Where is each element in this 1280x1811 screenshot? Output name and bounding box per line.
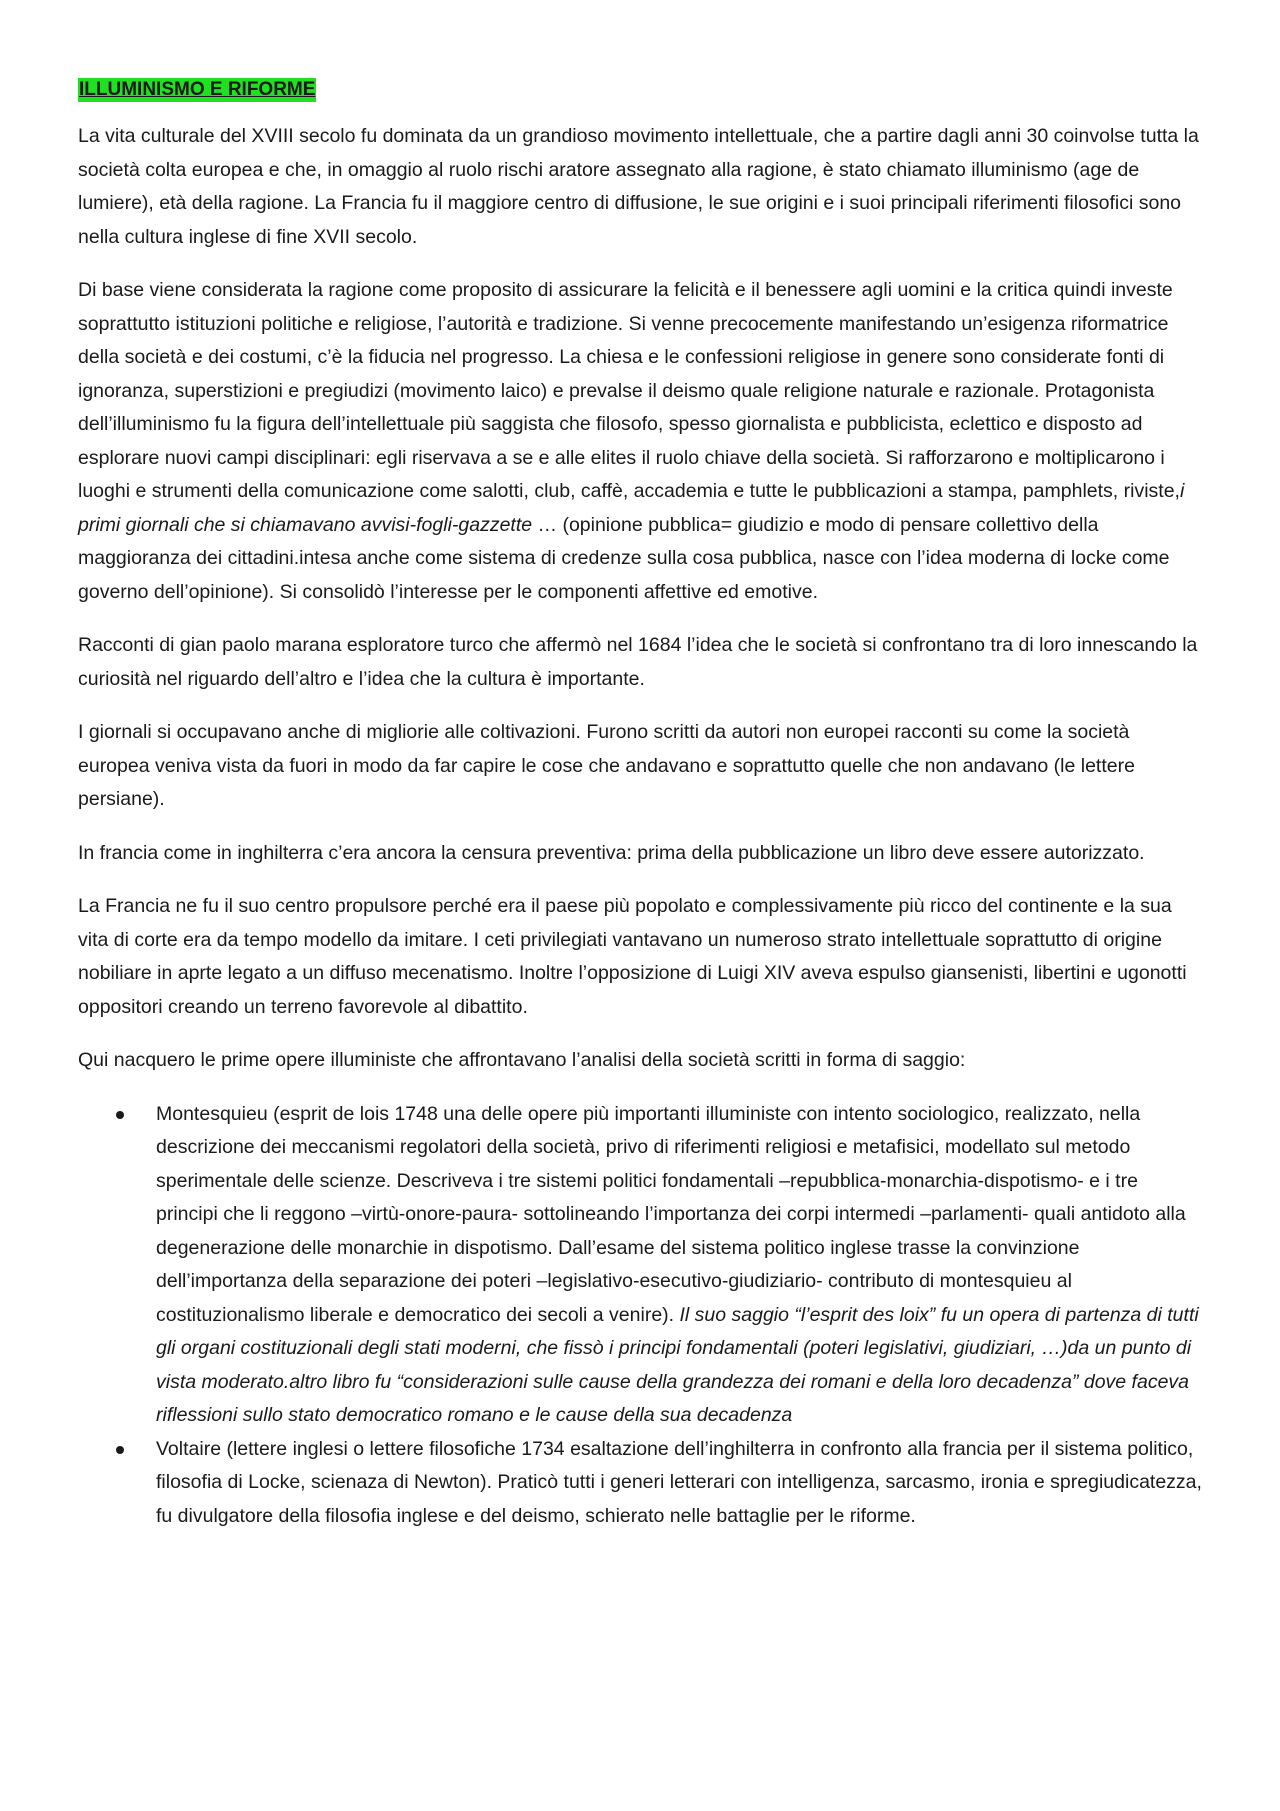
document-title: ILLUMINISMO E RIFORME [79,79,316,100]
bullet-item-text: Montesquieu (esprit de lois 1748 una delle opere più importanti illuministe con intento sociologico, realizzato, nella descrizione dei meccanismi regolatori della società, privo di riferimenti religiosi e metafisici, modellato sul metodo sperimentale delle scienze. Descriveva i tre sistemi politici fondamentali –repubblica-monarchia-dispotismo- e i tre principi che li reggono –virtù-onore-paura- sottolineando l’importanza dei corpi intermedi –parlamenti- quali antidoto alla degenerazione delle monarchie in dispotismo. Dall’esame del sistema politico inglese trasse la convinzione dell’importanza della separazione dei poteri –legislativo-esecutivo-giudiziario- contributo di montesquieu al costituzionalismo liberale e democratico dei secoli a venire). [156,1102,1186,1326]
paragraph-4: I giornali si occupavano anche di migliorie alle coltivazioni. Furono scritti da autori non europei racconti su come la società europea veniva vista da fuori in modo da far capire le cose che andavano e soprattutto quelle che non andavano (le lettere persiane). [78,721,1135,810]
paragraph-2-text-end: … (opinione pubblica= giudizio e modo di pensare collettivo della maggioranza dei cittadini.intesa anche come sistema di credenze sulla cosa pubblica, nasce con l’idea moderna di locke come governo dell’opinione). Si consolidò l’interesse per le componenti affettive ed emotive. [78,513,1170,603]
paragraph-5: In francia come in inghilterra c’era ancora la censura preventiva: prima della pubblicazione un libro deve essere autorizzato. [78,841,1145,864]
paragraph-2-italic: i primi giornali che si chiamavano avvisi-fogli-gazzette [78,480,1185,536]
paragraph-2 [78,274,1203,609]
paragraph-2-text: Di base viene considerata la ragione come proposito di assicurare la felicità e il benessere agli uomini e la critica quindi investe soprattutto istituzioni politiche e religiose, l’autorità e tradizione. Si venne precocemente manifestando un’esigenza riformatrice della società e dei costumi, c’è la fiducia nel progresso. La chiesa e le confessioni religiose in genere sono considerate fonti di ignoranza, superstizioni e pregiudizi (movimento laico) e prevalse il deismo quale religione naturale e razionale. Protagonista dell’illuminismo fu la figura dell’intellettuale più saggista che filosofo, spesso giornalista e pubblicista, eclettico e disposto ad esplorare nuovi campi disciplinari: egli riservava a se e alle elites il ruolo chiave della società. Si rafforzarono e moltiplicarono i luoghi e strumenti della comunicazione come salotti, club, caffè, accademia e tutte le pubblicazioni a stampa, pamphlets, riviste, [78,279,1180,502]
bullet-icon [116,1446,124,1454]
bullet-item-voltaire [78,1433,1203,1534]
bullet-icon [116,1111,124,1119]
paragraph-7: Qui nacquero le prime opere illuministe che affrontavano l’analisi della società scritti in forma di saggio: [78,1049,966,1071]
paragraph-6: La Francia ne fu il suo centro propulsore perché era il paese più popolato e complessivamente più ricco del continente e la sua vita di corte era da tempo modello da imitare. I ceti privilegiati vantavano un numeroso strato intellettuale soprattutto di origine nobiliare in aprte legato a un diffuso mecenatismo. Inoltre l’opposizione di Luigi XIV aveva espulso giansenisti, libertini e ugonotti oppositori creando un terreno favorevole al dibattito. [78,895,1187,1018]
document-page [78,78,1203,1533]
paragraph-3: Racconti di gian paolo marana esploratore turco che affermò nel 1684 l’idea che le società si confrontano tra di loro innescando la curiosità nel riguardo dell’altro e l’idea che la cultura è importante. [78,634,1198,690]
bullet-item-text: Voltaire (lettere inglesi o lettere filosofiche 1734 esaltazione dell’inghilterra in confronto alla francia per il sistema politico, filosofia di Locke, scienaza di Newton). Praticò tutti i generi letterari con intelligenza, sarcasmo, ironia e spregiudicatezza, fu divulgatore della filosofia inglese e del deismo, schierato nelle battaglie per le riforme. [156,1437,1202,1527]
bullet-list [78,1098,1203,1534]
bullet-item-italic: Il suo saggio “l’esprit des loix” fu un opera di partenza di tutti gli organi costituzionali degli stati moderni, che fissò i principi fondamentali (poteri legislativi, giudiziari, …)da un punto di vista moderato.altro libro fu “considerazioni sulle cause della grandezza dei romani e della loro decadenza” dove faceva riflessioni sullo stato democratico romano e le cause della sua decadenza [156,1303,1199,1426]
bullet-item-montesquieu [78,1098,1203,1433]
paragraph-1: La vita culturale del XVIII secolo fu dominata da un grandioso movimento intellettuale, che a partire dagli anni 30 coinvolse tutta la società colta europea e che, in omaggio al ruolo rischi aratore assegnato alla ragione, è stato chiamato illuminismo (age de lumiere), età della ragione. La Francia fu il maggiore centro di diffusione, le sue origini e i suoi principali riferimenti filosofici sono nella cultura inglese di fine XVII secolo. [78,125,1199,248]
